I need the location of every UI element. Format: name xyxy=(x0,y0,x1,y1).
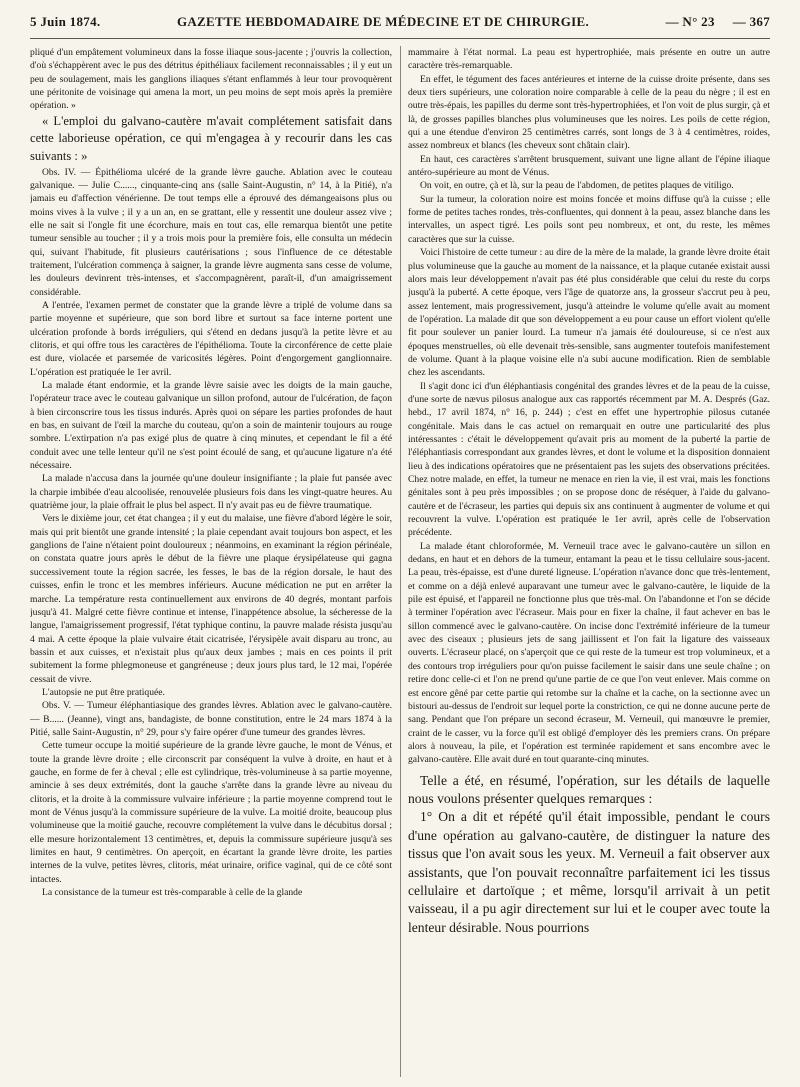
paragraph: Cette tumeur occupe la moitié supérieure de la grande lèvre gauche, le mont de Vénus, et toute la grande lèvre droite ; elle circonscrit par conséquent la vulve à droite, en haut et à gauche, en forme de fer à cheval ; elle est cylindrique, très-volumineuse à sa partie moyenne, amincie à ses deux extrémités, dont la gauche s'arrête dans la grande lèvre au niveau du clitoris, et la droite à la commissure vulvaire inférieure ; la partie moyenne comprend tout le mont de Vénus jusqu'à la commissure supérieure de la vulve. La moitié droite, beaucoup plus volumineuse que la moitié gauche, recouvre complétement la vulve dans le décubitus dorsal ; elle mesure horizontalement 13 centimètres, et, depuis la commissure supérieure jusqu'à ses limites en haut, 9 centimètres. On aperçoit, en écartant la grande lèvre droite, les parties internes de la vulve, petites lèvres, clitoris, méat urinaire, orifice vaginal, qui de ce côté sont intactes. xyxy=(30,740,392,885)
paragraph: La malade étant endormie, et la grande lèvre saisie avec les doigts de la main gauche, l'opérateur trace avec le couteau galvanique un sillon profond, autour de l'ulcération, de façon à bien circonscrire tous les tissus indurés. Après quoi on sépare les parties profondes de haut en bas, en suivant de l'œil la marche du couteau, qu'on a soin de maintenir toujours au rouge sombre. L'extirpation n'a pas exigé plus de quatre à cinq minutes, et cependant le fil a été conduit avec une telle lenteur qu'il ne s'est point écoulé de sang, et qu'aucune ligature n'a été nécessaire. xyxy=(30,380,392,472)
quote-paragraph: « L'emploi du galvano-cautère m'avait complétement satisfait dans cette laborieuse opération, ce qui m'engagea à y recourir dans les cas suivants : » xyxy=(30,113,392,163)
paragraph: mammaire à l'état normal. La peau est hypertrophiée, mais présente en outre un autre caractère très-remarquable. xyxy=(408,47,770,72)
left-column xyxy=(30,46,392,1077)
paragraph: L'autopsie ne put être pratiquée. xyxy=(42,686,165,698)
issue-number: — N° 23 xyxy=(665,14,715,29)
page-header xyxy=(30,14,770,39)
paragraph: Sur la tumeur, la coloration noire est moins foncée et moins diffuse qu'à la cuisse ; elle forme de petites taches rondes, très-confluentes, qui donnent à la peau, assez blanche dans les intervalles, un aspect tigré. Les poils sont peu nombreux, et ont, du reste, les mêmes caractères que sur la cuisse. xyxy=(408,193,770,245)
paragraph: La malade n'accusa dans la journée qu'une douleur insignifiante ; la plaie fut pansée avec la charpie imbibée d'eau alcoolisée, renouvelée plusieurs fois dans les vingt-quatre heures. Au quatrième jour, la plaie offrait le plus bel aspect. Il n'y avait pas eu de fièvre traumatique. xyxy=(30,473,392,512)
observation-paragraph: Obs. V. — Tumeur éléphantiasique des grandes lèvres. Ablation avec le galvano-cautère. — B...... (Jeanne), vingt ans, bandagiste, de bonne constitution, entre le 24 mars 1874 à la Pitié, salle Saint-Augustin, n° 29, pour s'y faire opérer d'une tumeur des grandes lèvres. xyxy=(30,700,392,738)
paragraph: A l'entrée, l'examen permet de constater que la grande lèvre a triplé de volume dans sa partie moyenne et supérieure, que son bord libre et surtout sa face interne portent une ulcération profonde à bords irréguliers, qui s'étend en dedans jusqu'à la petite lèvre et au clitoris, et qui offre tous les caractères de l'épithélioma. Toute la circonférence de cette plaie est dure, violacée et parsemée de varicosités légères. Point d'engorgement ganglionnaire. L'opération est pratiquée le 1er avril. xyxy=(30,299,392,378)
paragraph: pliqué d'un empâtement volumineux dans la fosse iliaque sous-jacente ; j'ouvris la collection, d'où s'échappèrent avec le pus des détritus épithéliaux facilement reconnaissables ; il y eut un peu de soulagement, mais les ganglions iliaques s'étant enflammés à leur tour provoquèrent une péritonite de voisinage qui amena la mort, un peu moins de sept mois après la première opération. » xyxy=(30,47,392,112)
issue-date: 5 Juin 1874. xyxy=(30,14,101,29)
journal-title: GAZETTE HEBDOMADAIRE DE MÉDECINE ET DE CHIRURGIE. xyxy=(176,14,590,29)
remark-paragraph: 1° On a dit et répété qu'il était impossible, pendant le cours d'une opération au galvano-cautère, de distinguer la nature des tissus que l'on avait sous les yeux. M. Verneuil a fait observer aux assistants, que l'on pouvait reconnaître parfaitement ici les tissus cellulaire et dartoïque ; et même, lorsqu'il arrivait à un petit vaisseau, il a pu agir directement sur lui et le couper avec toute la lenteur désirable. Nous pourrions xyxy=(408,809,770,935)
observation-paragraph: Obs. IV. — Épithélioma ulcéré de la grande lèvre gauche. Ablation avec le couteau galvanique. — Julie C......, cinquante-cinq ans (salle Saint-Augustin, n° 14, à la Pitié), n'a jamais eu d'affection vénérienne. De tout temps elle a éprouvé des démangeaisons plus ou moins vives à la vulve ; il y a un an, en se grattant, elle y ressentit une douleur assez vive ; elle ne sait si l'ongle fit une écorchure, mais en tout cas, elle remarqua bientôt une petite tumeur sensible au toucher ; il y a trois mois pour la première fois, elle consulta un médecin qui, suivant l'habitude, fit plusieurs cautérisations ; sous l'influence de ce détestable traitement, l'ulcération commença à saigner, la grande lèvre augmenta sans cesse de volume, les douleurs devinrent très-intenses, et s'accompagnèrent, paraît-il, d'un amaigrissement considérable. xyxy=(30,166,392,298)
paragraph: Il s'agit donc ici d'un éléphantiasis congénital des grandes lèvres et de la peau de la cuisse, d'une sorte de nævus pilosus analogue aux cas rapportés récemment par M. A. Després (Gaz. hebd., 17 avril 1874, n° 16, p. 244) ; c'est en effet une hypertrophie pilosus cutanée congénitale. Mais dans le cas actuel on remarquait en outre une particularité des plus intéressantes : c'était le développement qu'avait pris au moment de la puberté la partie de l'éléphantiasis correspondant aux grandes lèvres, et dont le volume et la disposition donnaient lieu à des indications opératoires que ne présentaient pas les sujets des observations précitées. Chez notre malade, en effet, la tumeur ne menace en rien la vie, il est vrai, mais les fonctions génitales sont à peu près impossibles ; on se propose donc de réséquer, à l'aide du galvano-cautère et de l'écraseur, les parties qui depuis six ans continuent à augmenter de volume et qui recouvrent la vulve. L'opération est pratiquée le 1er avril, après celle de l'observation précédente. xyxy=(408,380,770,539)
paragraph: En haut, ces caractères s'arrêtent brusquement, suivant une ligne allant de l'épine iliaque antéro-supérieure au mont de Vénus. xyxy=(408,153,770,179)
paragraph: En effet, le tégument des faces antérieures et interne de la cuisse droite présente, dans ses deux tiers supérieurs, une coloration noire comparable à celle de la peau du nègre ; il est en outre très-épais, les papilles du derme sont très-hypertrophiées, et l'on voit de plus surgir, çà et là, de grosses papilles blanches plus volumineuses que les noires. Les poils de cette région, qui a une étendue d'environ 25 centimètres carrés, sont longs de 3 à 4 centimètres, roides, assez nombreux et blancs (les cheveux sont châtain clair). xyxy=(408,73,770,152)
summary-paragraph: Telle a été, en résumé, l'opération, sur les détails de laquelle nous voulons présenter quelques remarques : xyxy=(408,772,770,806)
page-number: — 367 xyxy=(732,14,770,29)
paragraph: On voit, en outre, çà et là, sur la peau de l'abdomen, de petites plaques de vitiligo. xyxy=(420,180,734,192)
paragraph: Vers le dixième jour, cet état changea ; il y eut du malaise, une fièvre d'abord légère le soir, mais qui prit bientôt une grande intensité ; la plaie cependant avait toujours bon aspect, et les ganglions de l'aine n'étaient point douloureux ; néanmoins, en examinant la région périnéale, on constata quatre jours après le début de la fièvre une plaque érysipélateuse qui gagna successivement toute la région sacrée, les fesses, le bas de la région dorsale, le haut des cuisses, enfin le tronc et les membres inférieurs. Aucune médication ne put en arrêter la marche. La température resta continuellement aux environs de 40 degrés, montant parfois jusqu'à 41. Malgré cette fièvre continue et intense, l'inappétence absolue, la sécheresse de la langue, l'amaigrissement progressif, l'état typhique continu, la pauvre malade résista jusqu'au 4 mai. A cette époque la plaie vulvaire était cicatrisée, l'érysipèle avait disparu au tronc, au bassin et aux cuisses, et n'existait plus qu'aux deux jambes ; mais en ces points il prit subitement la forme phlegmoneuse et gangréneuse ; deux jours plus tard, le 12 mai, l'opérée cessait de vivre. xyxy=(30,513,392,685)
paragraph: Voici l'histoire de cette tumeur : au dire de la mère de la malade, la grande lèvre droite était plus volumineuse que la gauche au moment de la naissance, et la plaque cutanée existait aussi alors mais leur développement n'avait pas été plus considérable que celui du reste du corps jusqu'à la puberté. A cette époque, vers l'âge de quatorze ans, la grosseur s'accrut peu à peu, assez lentement, mais progressivement, jusqu'à atteindre le volume qu'elle avait au moment de l'opération. La malade dit que son développement a eu pour cause un effort violent qu'elle fit pour soulever un panier lourd. La tumeur n'a jamais été douloureuse, si ce n'est aux époques menstruelles, où elle devenait très-sensible, sans augmenter toutefois manifestement de volume. Quant à la plaque voisine elle n'a subi aucune modification. Rien de semblable chez les ascendants. xyxy=(408,247,770,379)
paragraph: La malade étant chloroformée, M. Verneuil trace avec le galvano-cautère un sillon en dedans, en haut et en dehors de la tumeur, entamant la peau et le tissu cellulaire sous-jacent. La peau, très-épaisse, est d'une dureté ligneuse. L'opération n'avance donc que très-lentement, et comme on a déjà enlevé auparavant une tumeur avec le galvano-cautère, le liquide de la pile est épuisé, et l'appareil ne fonctionne plus que très-mal. On l'abandonne et l'on se décide à terminer l'opération avec l'écraseur. Mais pour en fixer la chaîne, il faut achever en bas le sillon commencé avec le galvano-cautère. On incise donc l'extrémité inférieure de la tumeur avec des ciseaux ; plusieurs jets de sang jaillissent et l'on fait la ligature des vaisseaux ouverts. L'écraseur placé, on s'aperçoit que ce qui reste de la tumeur est trop volumineux, et a des contours trop irréguliers pour qu'on puisse facilement le saisir dans une seule chaîne ; on retire donc celle-ci et l'on ne prend qu'une partie de ce que l'on veut enlever. Mais comme on est encore gêné par cette partie qui retombe sur la chaîne et la cache, on la sectionne avec un bistouri au-dessus de l'endroit sur lequel porte la constriction, ce qui ne donne aucune perte de sang. Pendant que l'on prépare un second écraseur, M. Verneuil, qui manœuvre le premier, craint de le casser, vu la force qu'il est obligé d'employer dès les premiers crans. On prépare alors à nouveau, la pile, et l'opération est terminée rapidement et sans encombre avec le galvano-cautère. Elle avait duré en tout quarante-cinq minutes. xyxy=(408,540,770,766)
issue-number-group xyxy=(666,14,770,30)
right-column xyxy=(408,46,770,1077)
column-divider xyxy=(400,46,401,1077)
text-columns xyxy=(30,46,770,1077)
paragraph: La consistance de la tumeur est très-comparable à celle de la glande xyxy=(42,887,303,899)
